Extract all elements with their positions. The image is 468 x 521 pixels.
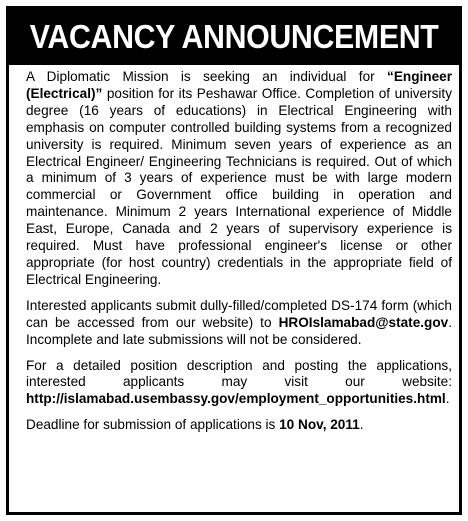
headline-banner xyxy=(9,9,459,65)
job-description-paragraph xyxy=(26,69,452,289)
position-title: “Engineer (Electrical)” xyxy=(26,69,452,101)
vacancy-advertisement xyxy=(6,6,462,515)
deadline-date: 10 Nov, 2011 xyxy=(279,417,360,433)
headline: VACANCY ANNOUNCEMENT xyxy=(29,18,439,55)
website-paragraph xyxy=(26,358,452,409)
deadline-label: Deadline for submission of applications is xyxy=(26,417,280,433)
website-url: http://islamabad.usembassy.gov/employment_opportunities.html xyxy=(26,391,446,407)
website-period: . xyxy=(445,391,450,407)
deadline-period: . xyxy=(359,417,364,433)
intro-text: A Diplomatic Mission is seeking an individual for xyxy=(26,69,388,84)
application-paragraph xyxy=(26,298,452,349)
website-instructions: For a detailed position description and posting the applications, interested applicants may visit our website: xyxy=(26,357,452,390)
advertisement-body xyxy=(26,69,452,434)
application-email: HROIslamabad@state.gov xyxy=(278,314,449,330)
application-instructions: Interested applicants submit dully-filled/completed DS-174 form (which can be accessed from our website) to xyxy=(26,297,452,330)
requirements-text: position for its Peshawar Office. Completion of university degree (16 years of educations) in Electrical Engineering with emphasis on computer controlled building systems from a recognized university is required. Minimum seven years of experience as an Electrical Engineer/ Engineering Technicians is required. Out of which a minimum of 3 years of experience must be with large modern commercial or Government office building in operation and maintenance. Minimum 2 years International experience of Middle East, Europe, Canada and 2 years of supervisory experience is required. Must have professional engineer's license or other appropriate (for host country) credentials in the appropriate field of Electrical Engineering. xyxy=(26,85,452,287)
submission-note: . Incomplete and late submissions will not be considered. xyxy=(26,314,452,347)
deadline-paragraph xyxy=(26,417,452,434)
